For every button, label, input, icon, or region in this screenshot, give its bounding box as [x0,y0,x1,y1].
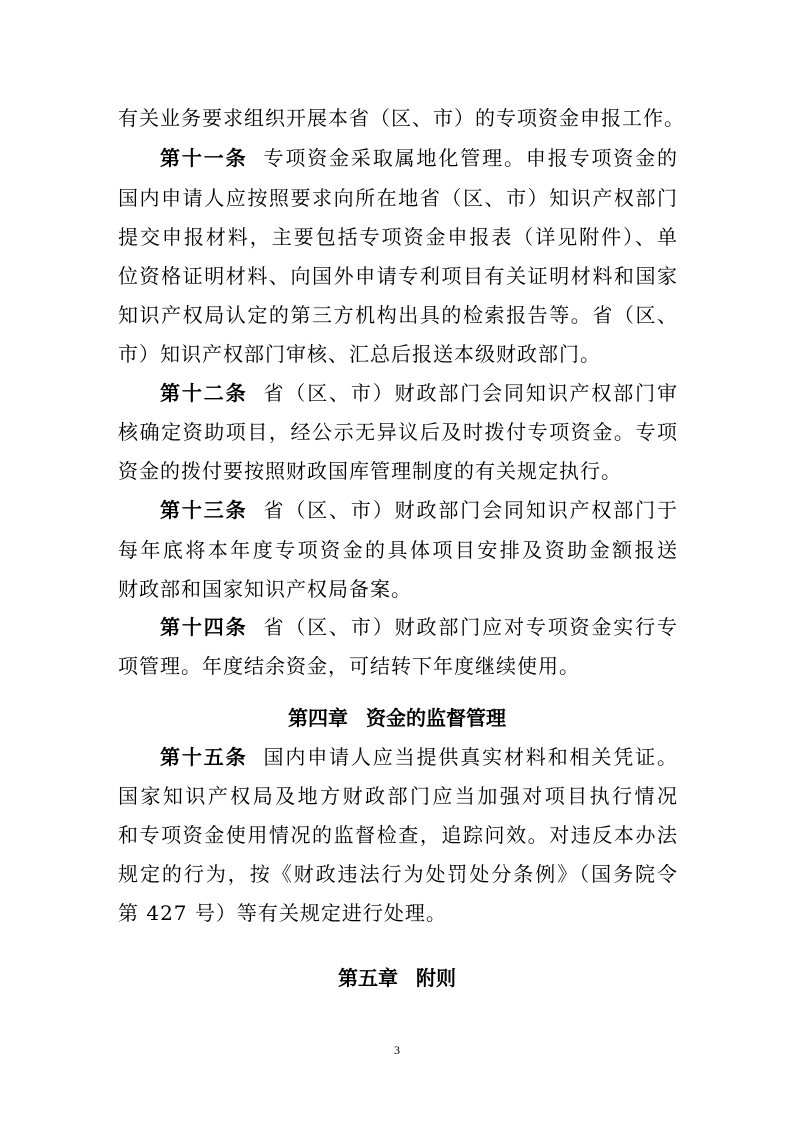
article-label: 第十三条 [160,498,248,522]
article-label: 第十四条 [160,615,248,639]
article-14-line: 第十四条 省（区、市）财政部门应对专项资金实行专 [160,615,679,639]
text-line: 国内申请人应按照要求向所在地省（区、市）知识产权部门 [118,186,678,210]
article-label: 第十五条 [160,745,248,769]
page-number: 3 [394,1043,400,1057]
text-line: 国家知识产权局及地方财政部门应当加强对项目执行情况 [118,784,678,808]
text-line: 项管理。年度结余资金，可结转下年度继续使用。 [118,654,580,678]
chapter-4-heading: 第四章 资金的监督管理 [288,706,506,730]
text-line: 核确定资助项目，经公示无异议后及时拨付专项资金。专项 [118,420,678,444]
text-line: 财政部和国家知识产权局备案。 [118,577,412,601]
text-line: 提交申报材料，主要包括专项资金申报表（详见附件）、单 [118,225,678,249]
text-line: 位资格证明材料、向国外申请专利项目有关证明材料和国家 [118,264,678,288]
article-12-line: 第十二条 省（区、市）财政部门会同知识产权部门审 [160,381,679,405]
text-line: 市）知识产权部门审核、汇总后报送本级财政部门。 [118,342,601,366]
article-label: 第十一条 [160,146,248,170]
text-line: 资金的拨付要按照财政国库管理制度的有关规定执行。 [118,459,622,483]
text-line: 知识产权局认定的第三方机构出具的检索报告等。省（区、 [118,303,678,327]
text-line: 每年底将本年度专项资金的具体项目安排及资助金额报送 [118,538,678,562]
article-label: 第十二条 [160,381,248,405]
chapter-5-heading: 第五章 附则 [338,966,456,990]
article-15-line: 第十五条 国内申请人应当提供真实材料和相关凭证。 [160,745,679,769]
text-line: 规定的行为，按《财政违法行为处罚处分条例》（国务院令 [118,862,678,886]
article-13-line: 第十三条 省（区、市）财政部门会同知识产权部门于 [160,498,679,522]
text-line: 第 427 号）等有关规定进行处理。 [118,901,447,925]
text-line: 有关业务要求组织开展本省（区、市）的专项资金申报工作。 [118,106,685,130]
article-11-line: 第十一条 专项资金采取属地化管理。申报专项资金的 [160,146,679,170]
text-line: 和专项资金使用情况的监督检查，追踪问效。对违反本办法 [118,823,678,847]
